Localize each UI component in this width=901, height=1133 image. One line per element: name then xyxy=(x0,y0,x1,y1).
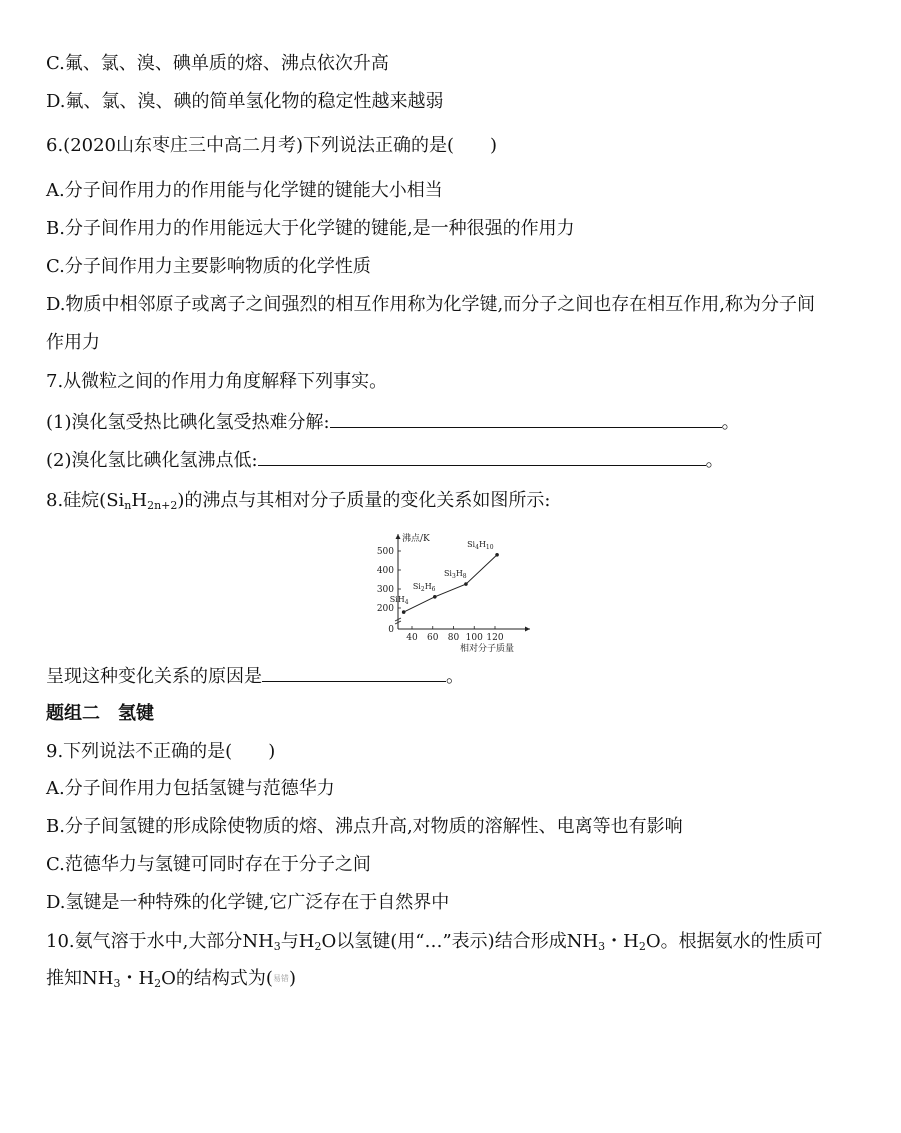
q8-sub-2n2: 2n+2 xyxy=(147,499,178,512)
q6-option-d-line2: 作用力 xyxy=(46,332,100,353)
y-tick-label: 0 xyxy=(388,625,394,635)
silane-boiling-point-chart xyxy=(360,524,540,654)
y-tick-label: 500 xyxy=(376,547,394,557)
x-tick-label: 120 xyxy=(486,633,504,643)
sub-2: 2 xyxy=(154,977,162,990)
option-c-halogen: C.氟、氯、溴、碘单质的熔、沸点依次升高 xyxy=(46,53,389,74)
answer-blank-q7-2[interactable] xyxy=(258,447,706,466)
point-label-si2h6: $Si_2H_6$ xyxy=(412,581,436,593)
q10-text-c: O以氢键(用“…”表示)结合形成NH xyxy=(321,931,599,952)
q9-option-b: B.分子间氢键的形成除使物质的熔、沸点升高,对物质的溶解性、电离等也有影响 xyxy=(46,816,683,837)
y-tick-label: 200 xyxy=(376,604,394,614)
sub-2: 2 xyxy=(638,940,646,953)
q8-suffix: )的沸点与其相对分子质量的变化关系如图所示: xyxy=(177,490,551,511)
chart-y-axis-label: 沸点/K xyxy=(402,534,430,544)
question-10-line1 xyxy=(46,930,823,954)
q7-part-2 xyxy=(46,447,724,473)
q10-line2-b: ・H xyxy=(120,968,155,989)
x-tick-label: 80 xyxy=(447,633,460,643)
period: 。 xyxy=(705,450,724,471)
q9-option-c: C.范德华力与氢键可同时存在于分子之间 xyxy=(46,854,371,875)
group-2-heading: 题组二 氢键 xyxy=(46,703,154,724)
period: 。 xyxy=(446,666,464,687)
question-7: 7.从微粒之间的作用力角度解释下列事实。 xyxy=(46,371,388,392)
q8-h: H xyxy=(131,490,148,511)
q10-line2-c: O的结构式为( xyxy=(161,968,273,989)
x-tick-label: 40 xyxy=(406,633,418,643)
point-label-si4h10: $Si_4H_{10}$ xyxy=(467,539,494,551)
sub-3: 3 xyxy=(598,940,606,953)
data-point-sih4 xyxy=(402,610,406,614)
y-tick-label: 400 xyxy=(376,566,394,576)
error-prone-mark: 易错 xyxy=(272,974,289,983)
q10-text-a: 10.氨气溶于水中,大部分NH xyxy=(46,931,274,952)
question-9: 9.下列说法不正确的是( ) xyxy=(46,741,276,762)
data-point-si2h6 xyxy=(433,595,437,599)
q10-text-b: 与H xyxy=(280,931,315,952)
q7-part-2-text: (2)溴化氢比碘化氢沸点低: xyxy=(46,450,258,471)
period: 。 xyxy=(721,412,740,433)
q10-line2-d: ) xyxy=(288,968,296,989)
answer-blank-q7-1[interactable] xyxy=(330,409,722,428)
y-tick-label: 300 xyxy=(376,585,394,595)
q8-sub-n: n xyxy=(124,499,132,512)
q9-option-d: D.氢键是一种特殊的化学键,它广泛存在于自然界中 xyxy=(46,892,450,913)
question-6: 6.(2020山东枣庄三中高二月考)下列说法正确的是( ) xyxy=(46,135,498,156)
y-axis-arrow xyxy=(396,534,401,539)
q8-prefix: 8.硅烷(Si xyxy=(46,490,125,511)
sub-3: 3 xyxy=(113,977,121,990)
q6-option-d-line1: D.物质中相邻原子或离子之间强烈的相互作用称为化学键,而分子之间也存在相互作用,称为分子间 xyxy=(46,294,815,315)
q7-part-1 xyxy=(46,409,740,435)
q9-option-a: A.分子间作用力包括氢键与范德华力 xyxy=(46,778,335,799)
x-tick-label: 100 xyxy=(465,633,483,643)
data-point-si4h10 xyxy=(495,553,499,557)
q10-text-d: ・H xyxy=(605,931,639,952)
q6-option-b: B.分子间作用力的作用能远大于化学键的键能,是一种很强的作用力 xyxy=(46,218,575,239)
sub-2: 2 xyxy=(314,940,322,953)
chart-series xyxy=(390,540,499,614)
data-point-si3h8 xyxy=(464,582,468,586)
q6-option-a: A.分子间作用力的作用能与化学键的键能大小相当 xyxy=(46,180,443,201)
q8-reason xyxy=(46,663,464,689)
question-10-line2 xyxy=(46,967,296,991)
sub-3: 3 xyxy=(273,940,281,953)
q7-part-1-text: (1)溴化氢受热比碘化氢受热难分解: xyxy=(46,412,330,433)
q10-text-e: O。根据氨水的性质可 xyxy=(645,931,823,952)
q8-reason-text: 呈现这种变化关系的原因是 xyxy=(46,666,262,687)
chart-x-axis-label: 相对分子质量 xyxy=(460,644,515,654)
option-d-halogen: D.氟、氯、溴、碘的简单氢化物的稳定性越来越弱 xyxy=(46,91,444,112)
q10-line2-a: 推知NH xyxy=(46,968,114,989)
point-label-si3h8: $Si_3H_8$ xyxy=(443,569,467,581)
x-axis-arrow xyxy=(525,627,530,632)
question-8 xyxy=(46,489,551,513)
q6-option-c: C.分子间作用力主要影响物质的化学性质 xyxy=(46,256,371,277)
point-label-sih4: SiH$_4$ xyxy=(389,595,409,607)
answer-blank-q8[interactable] xyxy=(262,663,446,682)
x-tick-label: 60 xyxy=(427,633,439,643)
